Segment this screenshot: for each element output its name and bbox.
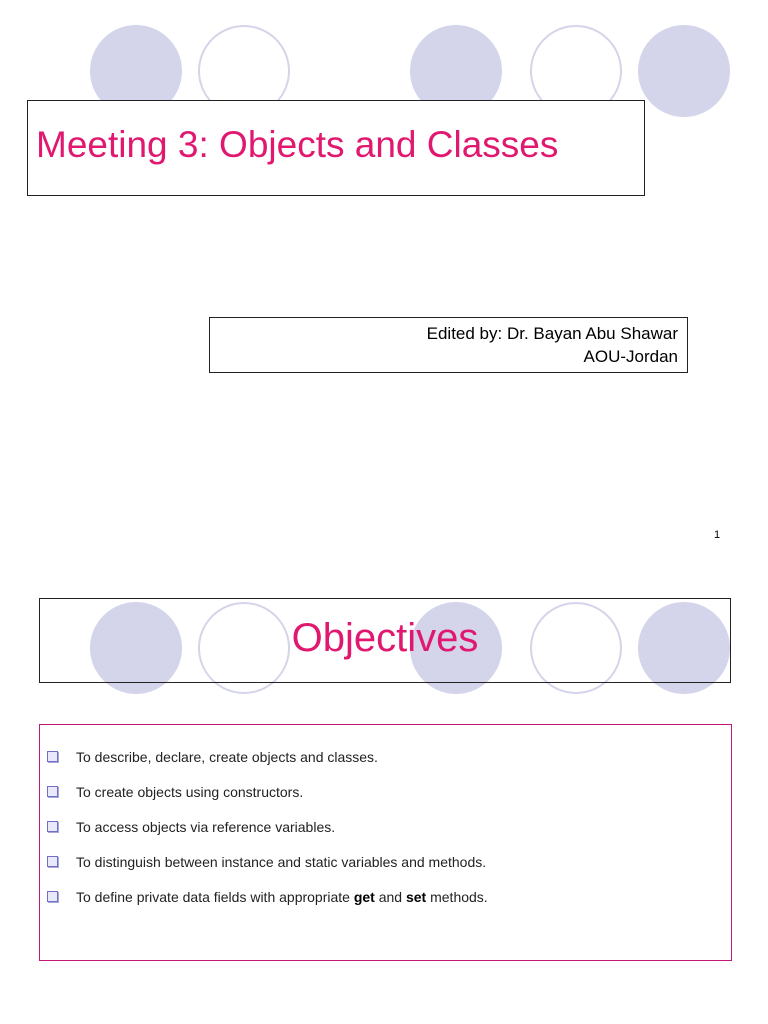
bullet-text: To distinguish between instance and static variables and methods. xyxy=(76,853,487,870)
square-bullet-icon xyxy=(47,751,58,762)
bullet-text-part: methods. xyxy=(426,888,488,905)
bullet-text-part: and xyxy=(374,888,406,905)
square-bullet-icon xyxy=(47,891,58,902)
org-line: AOU-Jordan xyxy=(583,347,678,366)
list-item xyxy=(47,809,488,844)
set-keyword: set xyxy=(405,888,427,905)
circle-decoration-icon xyxy=(638,25,730,117)
bullet-text: To access objects via reference variables. xyxy=(76,818,336,835)
square-bullet-icon xyxy=(47,821,58,832)
list-item xyxy=(47,879,488,914)
bullet-text: To create objects using constructors. xyxy=(76,783,304,800)
square-bullet-icon xyxy=(47,786,58,797)
bullet-text-part: To define private data fields with appropriate xyxy=(76,888,354,905)
get-keyword: get xyxy=(353,888,375,905)
page-number: 1 xyxy=(714,529,721,541)
bullet-text xyxy=(76,889,488,905)
objectives-title: Objectives xyxy=(291,616,479,660)
list-item xyxy=(47,739,488,774)
list-item xyxy=(47,844,488,879)
square-bullet-icon xyxy=(47,856,58,867)
author-credit xyxy=(427,322,678,368)
slide-title: Meeting 3: Objects and Classes xyxy=(36,124,559,165)
objectives-list xyxy=(47,739,488,914)
list-item xyxy=(47,774,488,809)
author-line: Edited by: Dr. Bayan Abu Shawar xyxy=(426,324,678,343)
bullet-text: To describe, declare, create objects and classes. xyxy=(76,748,378,765)
